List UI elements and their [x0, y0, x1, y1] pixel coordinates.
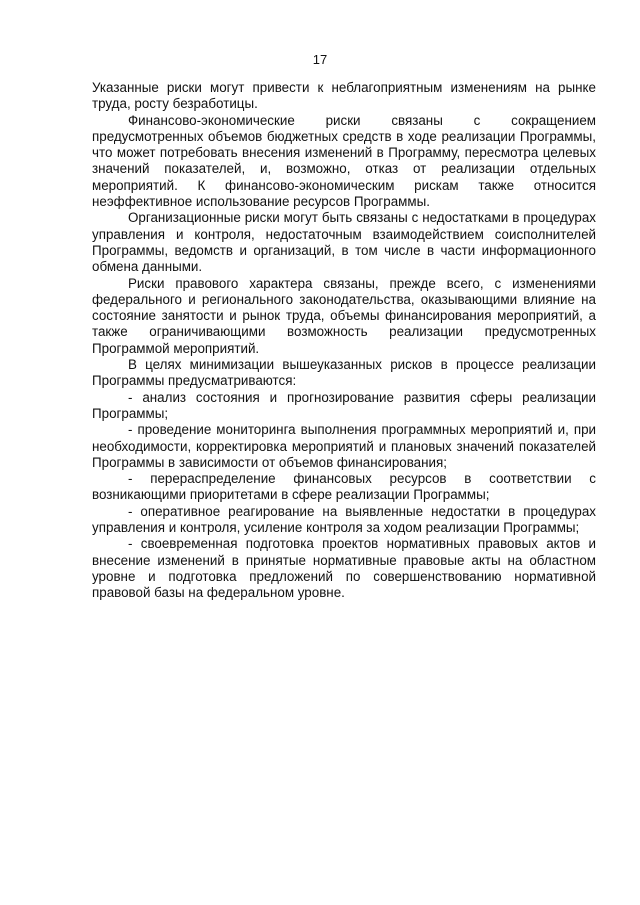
document-body	[92, 80, 596, 602]
paragraph-financial-risks: Финансово-экономические риски связаны с сокращением предусмотренных объемов бюджетных средств в ходе реализации Программы, что может потребовать внесения изменений в Программу, пересмотра целевых значений показателей, и, возможно, отказ от реализации отдельных мероприятий. К финансово-экономическим рискам также относится неэффективное использование ресурсов Программы.	[92, 112, 596, 210]
paragraph-legal-risks: Риски правового характера связаны, прежде всего, с изменениями федерального и регионального законодательства, оказывающими влияние на состояние занятости и рынок труда, объемы финансирования мероприятий, а также ограничивающими возможность реализации предусмотренных Программой мероприятий.	[92, 275, 596, 356]
list-item-analysis: - анализ состояния и прогнозирование развития сферы реализации Программы;	[92, 389, 596, 421]
list-item-redistribution: - перераспределение финансовых ресурсов в соответствии с возникающими приоритетами в сфере реализации Программы;	[92, 471, 596, 503]
paragraph-organizational-risks: Организационные риски могут быть связаны с недостатками в процедурах управления и контроля, недостаточным взаимодействием соисполнителей Программы, ведомств и организаций, в том числе в части информационного обмена данными.	[92, 210, 596, 275]
list-item-monitoring: - проведение мониторинга выполнения программных мероприятий и, при необходимости, корректировка мероприятий и плановых значений показателей Программы в зависимости от объемов финансирования;	[92, 422, 596, 470]
page-number: 17	[312, 52, 328, 67]
paragraph-mitigation-intro: В целях минимизации вышеуказанных рисков в процессе реализации Программы предусматриваются:	[92, 357, 596, 389]
paragraph-risks-consequences: Указанные риски могут привести к неблагоприятным изменениям на рынке труда, росту безработицы.	[92, 80, 596, 112]
list-item-legislation: - своевременная подготовка проектов нормативных правовых актов и внесение изменений в принятые нормативные правовые акты на областном уровне и подготовка предложений по совершенствованию нормативной правовой базы на федеральном уровне.	[92, 536, 596, 601]
list-item-response: - оперативное реагирование на выявленные недостатки в процедурах управления и контроля, усиление контроля за ходом реализации Программы;	[92, 503, 596, 536]
